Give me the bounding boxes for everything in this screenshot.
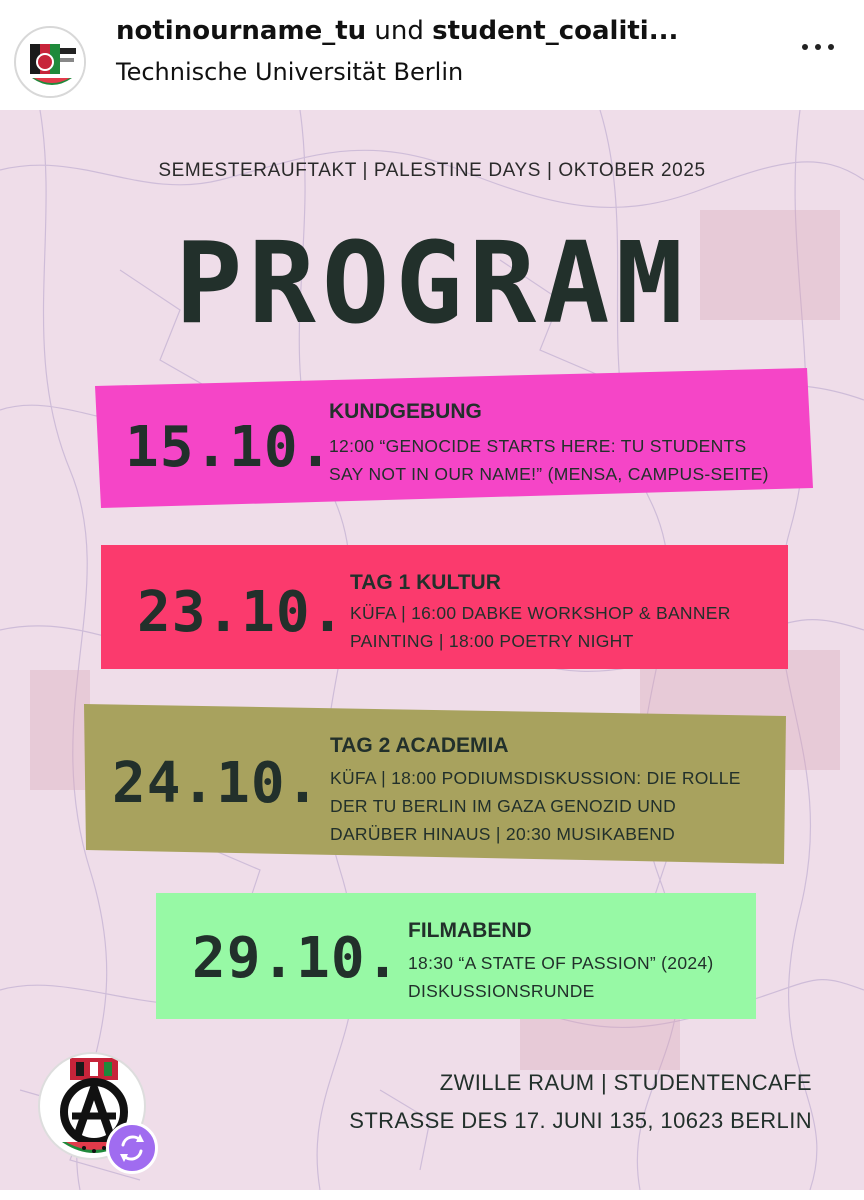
event-description-line: PAINTING | 18:00 POETRY NIGHT — [350, 631, 634, 651]
event-description-line: KÜFA | 18:00 PODIUMSDISKUSSION: DIE ROLLE — [330, 768, 741, 788]
more-options-icon[interactable] — [800, 30, 836, 66]
event-description-line: DISKUSSIONSRUNDE — [408, 981, 595, 1001]
venue-text: ZWILLE RAUM | STUDENTENCAFE — [439, 1070, 812, 1095]
avatar-logo-icon — [16, 28, 86, 98]
event-date: 24.10. — [112, 751, 321, 816]
event-description — [330, 764, 780, 848]
event-date: 15.10. — [125, 415, 334, 480]
event-description — [350, 599, 780, 655]
event-description — [408, 949, 748, 1005]
poster-subtitle: SEMESTERAUFTAKT | PALESTINE DAYS | OKTOBER 2025 — [158, 160, 706, 181]
event-description-line: DARÜBER HINAUS | 20:30 MUSIKABEND — [330, 824, 676, 844]
event-card — [156, 893, 756, 1019]
event-description-line: DER TU BERLIN IM GAZA GENOZID UND — [330, 796, 677, 816]
event-title: TAG 2 ACADEMIA — [330, 734, 509, 757]
address-text: STRASSE DES 17. JUNI 135, 10623 BERLIN — [349, 1108, 812, 1133]
location-label[interactable]: Technische Universität Berlin — [116, 58, 464, 86]
poster-title: PROGRAM — [174, 219, 689, 349]
repost-icon[interactable] — [106, 1122, 158, 1174]
event-date: 23.10. — [137, 580, 346, 645]
event-description-line: KÜFA | 16:00 DABKE WORKSHOP & BANNER — [350, 603, 731, 623]
event-description-line: 18:30 “A STATE OF PASSION” (2024) — [408, 953, 714, 973]
post-image — [0, 110, 864, 1190]
event-description — [329, 432, 799, 488]
event-card — [84, 704, 786, 864]
author-primary[interactable]: notinourname_tu — [116, 16, 367, 46]
repost-arrows-icon — [109, 1125, 155, 1171]
event-date: 29.10. — [192, 926, 401, 991]
event-title: TAG 1 KULTUR — [350, 571, 501, 594]
profile-avatar[interactable] — [14, 26, 86, 98]
author-joiner: und — [366, 16, 433, 46]
event-title: FILMABEND — [408, 919, 532, 942]
author-secondary[interactable]: student_coaliti... — [432, 16, 679, 46]
post-header — [0, 0, 864, 110]
event-description-line: 12:00 “GENOCIDE STARTS HERE: TU STUDENTS — [329, 436, 747, 456]
event-title: KUNDGEBUNG — [329, 400, 482, 423]
event-card — [101, 545, 788, 669]
event-card — [95, 368, 813, 506]
event-description-line: SAY NOT IN OUR NAME!” (MENSA, CAMPUS-SEITE) — [329, 464, 769, 484]
author-names[interactable] — [116, 16, 776, 46]
